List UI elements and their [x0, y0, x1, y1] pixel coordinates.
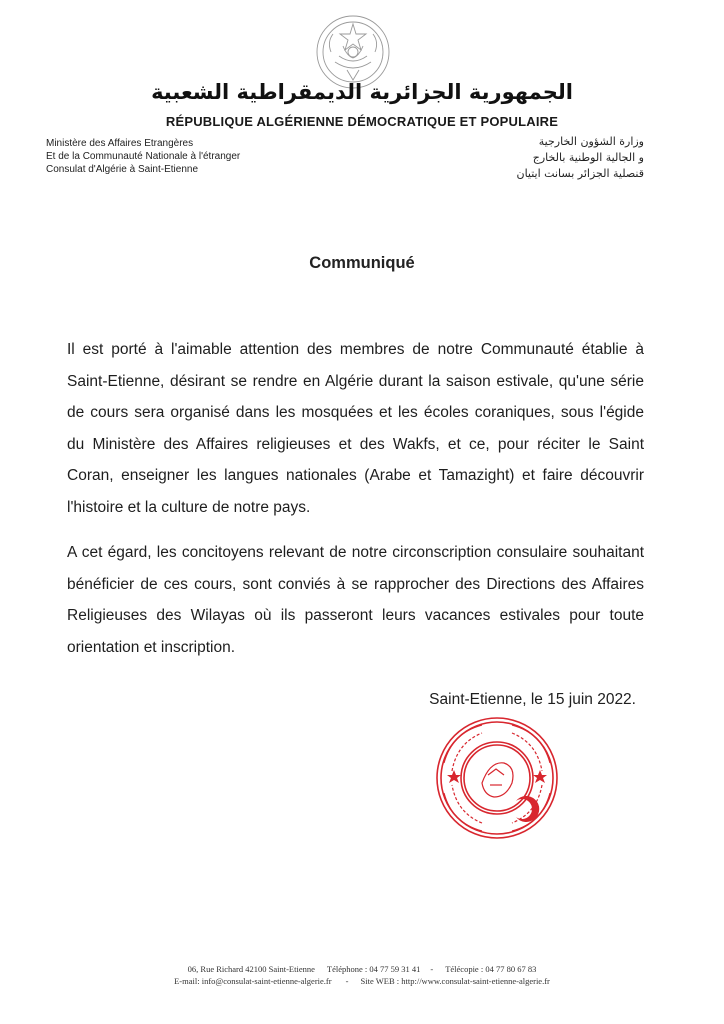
ministry-line: Et de la Communauté Nationale à l'étranger [46, 151, 241, 162]
footer-contact [60, 963, 664, 987]
footer-web-label: Site WEB : [360, 976, 400, 986]
document-heading: Communiqué [309, 254, 415, 272]
body-paragraph: A cet égard, les concitoyens relevant de notre circonscription consulaire souhaitant bénéficier de ces cours, sont conviés à se rapprocher des Directions des Affaires Religieuses des Wilayas où ils passeront leurs vacances estivales pour toute orientation et inscription. [67, 544, 644, 656]
document-body [67, 334, 644, 677]
republic-title-french: RÉPUBLIQUE ALGÉRIENNE DÉMOCRATIQUE ET POPULAIRE [165, 114, 559, 129]
footer-web[interactable]: http://www.consulat-saint-etienne-algerie.fr [401, 976, 550, 986]
footer-line-1: 06, Rue Richard 42100 Saint-Etienne Téléphone : 04 77 59 31 41 - Télécopie : 04 77 80 67 83 [187, 964, 537, 974]
footer-fax: 04 77 80 67 83 [485, 964, 537, 974]
ministry-line-ar: و الجالية الوطنية بالخارج [532, 151, 644, 164]
footer-email-label: E-mail: [174, 976, 200, 986]
footer-phone-label: Téléphone : [326, 964, 368, 974]
consulate-seal-stamp [432, 713, 562, 843]
date-line: Saint-Etienne, le 15 juin 2022. [429, 691, 636, 708]
ministry-header-arabic [424, 134, 644, 182]
ministry-line: Ministère des Affaires Etrangères [46, 138, 194, 149]
ministry-header-french [46, 137, 316, 176]
footer-email[interactable]: info@consulat-saint-etienne-algerie.fr [201, 976, 332, 986]
footer-fax-label: Télécopie : [445, 964, 484, 974]
footer-address: 06, Rue Richard 42100 Saint-Etienne [187, 964, 315, 974]
ministry-line: Consulat d'Algérie à Saint-Etienne [46, 164, 199, 175]
footer-line-2: E-mail: info@consulat-saint-etienne-algerie.fr - Site WEB : http://www.consulat-saint-etienne-algerie.fr [174, 976, 550, 986]
footer-phone: 04 77 59 31 41 [369, 964, 421, 974]
ministry-line-ar: وزارة الشؤون الخارجية [538, 135, 644, 148]
ministry-line-ar: قنصلية الجزائر بسانت ايتيان [516, 167, 644, 180]
republic-title-arabic: الجمهورية الجزائرية الديمقراطية الشعبية [151, 80, 573, 104]
body-paragraph: Il est porté à l'aimable attention des membres de notre Communauté établie à Saint-Etienne, désirant se rendre en Algérie durant la saison estivale, qu'une série de cours sera organisé dans les mosquées et les écoles coraniques, sous l'égide du Ministère des Affaires religieuses et des Wakfs, et ce, pour réciter le Saint Coran, enseigner les langues nationales (Arabe et Tamazight) et faire découvrir l'histoire et la culture de notre pays. [67, 341, 644, 516]
